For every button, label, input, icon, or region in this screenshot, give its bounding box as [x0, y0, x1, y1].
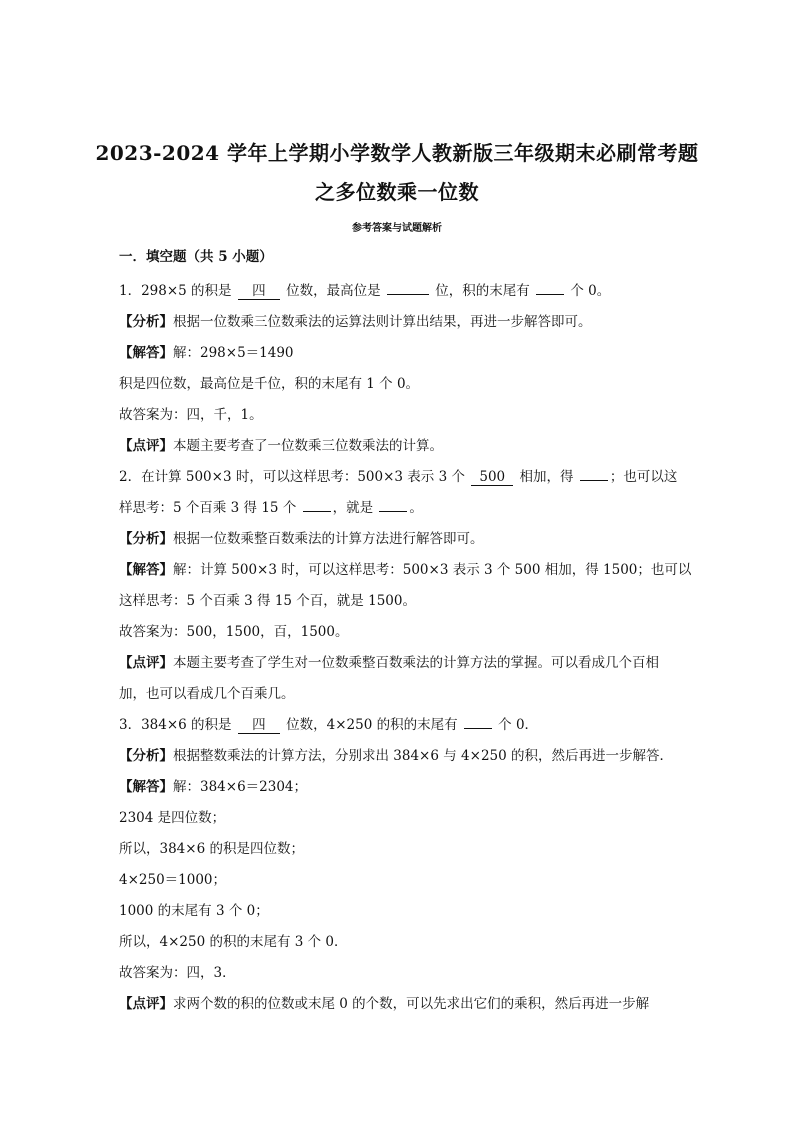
q3-answer-line7: 故答案为：四，3． — [119, 965, 236, 981]
q3-answer-text: 解：384×6＝2304； — [173, 779, 308, 795]
q1-blank-2 — [387, 294, 429, 295]
q2-analysis — [119, 529, 484, 549]
q2-comment-text: 本题主要考查了学生对一位数乘整百数乘法的计算方法的掌握。可以看成几个百相 — [173, 655, 659, 671]
q3-text-1: 3．384×6 的积是 — [119, 717, 236, 733]
q2-comment-line2: 加，也可以看成几个百乘几。 — [119, 686, 295, 702]
document-title-line1: 2023-2024 学年上学期小学数学人教新版三年级期末必刷常考题 — [95, 141, 699, 165]
analysis-tag: 【分析】 — [119, 531, 173, 547]
q1-blank-3 — [536, 294, 564, 295]
q3-blank-1: 四 — [238, 717, 280, 734]
q3-answer — [119, 777, 307, 797]
q2-text-4: 样思考：5 个百乘 3 得 15 个 — [119, 500, 301, 516]
q1-text-1: 1．298×5 的积是 — [119, 283, 236, 299]
q2-text-5: ，就是 — [332, 500, 378, 516]
q2-blank-4 — [379, 511, 407, 512]
q3-blank-2 — [464, 728, 492, 729]
q1-answer-line2: 积是四位数，最高位是千位，积的末尾有 1 个 0。 — [119, 376, 420, 392]
q2-analysis-text: 根据一位数乘整百数乘法的计算方法进行解答即可。 — [173, 531, 484, 547]
q1-text-3: 位，积的末尾有 — [430, 283, 535, 299]
q3-analysis — [119, 746, 673, 766]
answer-tag: 【解答】 — [119, 562, 173, 578]
q1-text-2: 位数，最高位是 — [281, 283, 385, 299]
analysis-tag: 【分析】 — [119, 748, 173, 764]
q3-answer-line4: 4×250＝1000； — [119, 872, 227, 888]
q3-comment — [119, 994, 649, 1014]
q1-analysis — [119, 312, 592, 332]
q2-text-1: 2．在计算 500×3 时，可以这样思考：500×3 表示 3 个 — [119, 469, 470, 485]
answer-tag: 【解答】 — [119, 779, 173, 795]
question-2 — [119, 467, 677, 487]
q2-text-2: 相加，得 — [515, 469, 578, 485]
q1-blank-1: 四 — [238, 283, 280, 300]
question-2-line2 — [119, 498, 423, 518]
q2-answer-line2: 这样思考：5 个百乘 3 得 15 个百，就是 1500。 — [119, 593, 416, 609]
q1-answer — [119, 343, 294, 363]
q1-answer-text: 解：298×5＝1490 — [173, 345, 294, 361]
question-3 — [119, 715, 538, 735]
q2-text-6: 。 — [409, 500, 423, 516]
q3-answer-line3: 所以，384×6 的积是四位数； — [119, 841, 304, 857]
q2-text-3: ；也可以这 — [609, 469, 678, 485]
q2-answer — [119, 560, 691, 580]
q1-comment-text: 本题主要考查了一位数乘三位数乘法的计算。 — [173, 438, 443, 454]
document-subtitle: 参考答案与试题解析 — [352, 223, 442, 234]
q2-answer-text: 解：计算 500×3 时，可以这样思考：500×3 表示 3 个 500 相加，得 1500；也可以 — [173, 562, 692, 578]
q2-answer-line3: 故答案为：500，1500，百，1500。 — [119, 624, 349, 640]
q1-answer-line3: 故答案为：四，千，1。 — [119, 407, 263, 423]
section-heading: 一．填空题（共 5 小题） — [119, 249, 273, 265]
q3-answer-line2: 2304 是四位数； — [119, 810, 226, 826]
question-1 — [119, 281, 610, 301]
comment-tag: 【点评】 — [119, 655, 173, 671]
q1-text-4: 个 0。 — [566, 283, 611, 299]
q2-blank-1: 500 — [471, 469, 513, 486]
q2-comment — [119, 653, 659, 673]
q2-blank-2 — [580, 480, 608, 481]
comment-tag: 【点评】 — [119, 438, 173, 454]
q3-comment-text: 求两个数的积的位数或末尾 0 的个数，可以先求出它们的乘积，然后再进一步解 — [173, 996, 650, 1012]
q1-analysis-text: 根据一位数乘三位数乘法的运算法则计算出结果，再进一步解答即可。 — [173, 314, 592, 330]
q3-analysis-text: 根据整数乘法的计算方法，分别求出 384×6 与 4×250 的积，然后再进一步解答． — [173, 748, 674, 764]
q1-comment — [119, 436, 443, 456]
q3-text-3: 个 0． — [493, 717, 539, 733]
comment-tag: 【点评】 — [119, 996, 173, 1012]
q3-answer-line5: 1000 的末尾有 3 个 0； — [119, 903, 269, 919]
analysis-tag: 【分析】 — [119, 314, 173, 330]
q3-text-2: 位数，4×250 的积的末尾有 — [281, 717, 462, 733]
answer-tag: 【解答】 — [119, 345, 173, 361]
document-title-line2: 之多位数乘一位数 — [315, 180, 479, 204]
q3-answer-line6: 所以，4×250 的积的末尾有 3 个 0． — [119, 934, 348, 950]
q2-blank-3 — [303, 511, 331, 512]
